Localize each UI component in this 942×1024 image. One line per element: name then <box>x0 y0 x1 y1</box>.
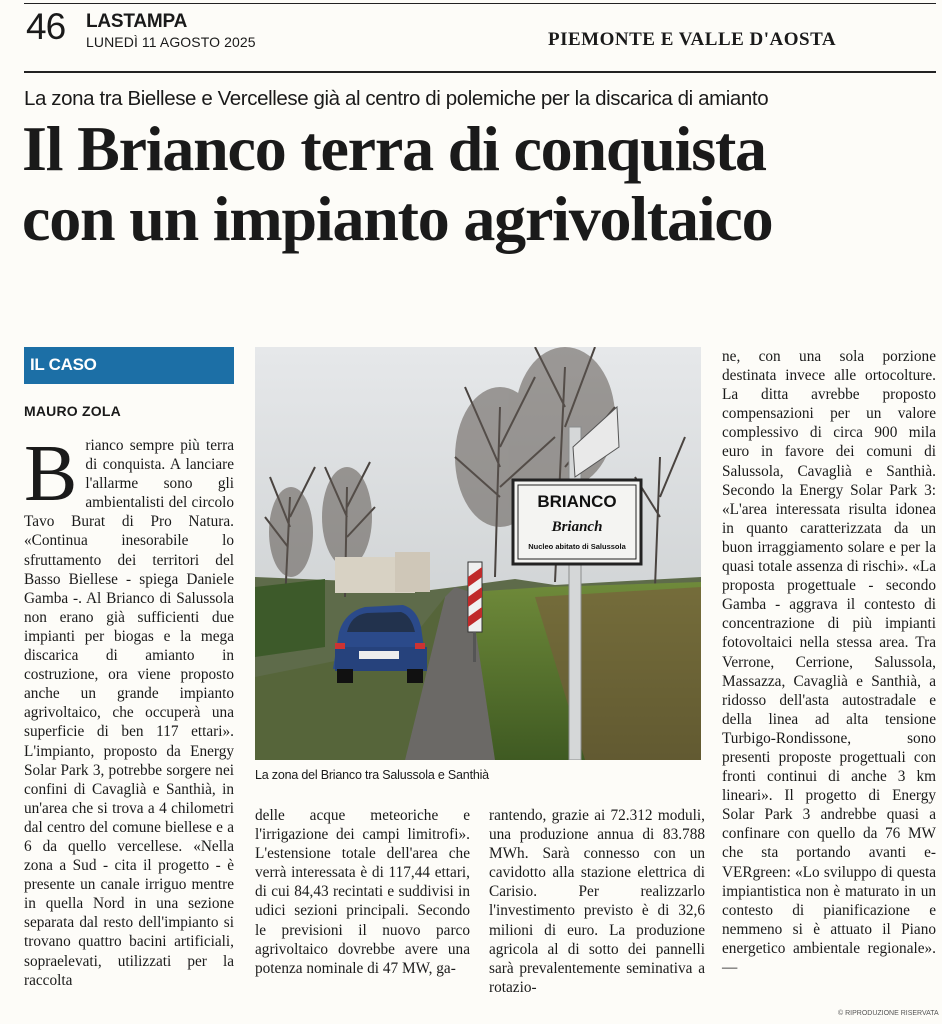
section-label-box <box>24 347 234 384</box>
article-kicker: La zona tra Biellese e Vercellese già al centro di polemiche per la discarica di amianto <box>24 87 769 110</box>
road-sign-photo <box>255 347 701 760</box>
headline-line-1: Il Brianco terra di conquista <box>22 113 766 184</box>
article-photo <box>255 347 701 760</box>
sign-town-name: BRIANCO <box>537 492 617 511</box>
header-rule <box>24 71 936 73</box>
headline-line-2: con un impianto agrivoltaico <box>22 182 773 254</box>
masthead-logo: LASTAMPA <box>86 11 188 32</box>
drop-cap: B <box>24 430 78 518</box>
byline: MAURO ZOLA <box>24 403 121 419</box>
article-headline <box>22 114 937 254</box>
top-rule <box>24 3 936 4</box>
brianco-town-sign <box>513 480 641 564</box>
issue-date: LUNEDÌ 11 AGOSTO 2025 <box>86 34 256 50</box>
body-column-4: ne, con una sola porzione destinata invece alle ortocolture. La ditta avrebbe proposto compensazioni per un valore complessivo di circa 900 mila euro in favore dei comuni di Salussola, Cavaglià e Santhià. Secondo la Energy Solar Park 3: «L'area interessata risulta idonea in quanto caratterizzata da un buon irraggiamento solare e per la quasi totale assenza di rischi». «La proposta progettuale - secondo Gamba - aggrava il contesto di concentrazione di più impianti fotovoltaici nella stessa area. Tra Verrone, Cerrione, Salussola, Massazza, Cavaglià e Santhià, a ridosso dell'asta autostradale e della linea ad alta tensione Turbigo-Rondissone, sono presenti proposte progettuali con fronti continui di anche 3 km lineari». Il progetto di Energy Solar Park 3 andrebbe quasi a confinare con quello da 76 MW che sta portando avanti e-VERgreen: «Lo sviluppo di questa impiantistica non è maturato in un contesto di pianificazione e nemmeno si è attuato il Piano energetico ambientale regionale». — <box>722 348 936 976</box>
photo-caption: La zona del Brianco tra Salussola e Santhià <box>255 768 489 782</box>
sign-dialect-name: Brianch <box>551 519 603 535</box>
body-column-2: delle acque meteoriche e l'irrigazione dei campi limitrofi». L'estensione totale dell'area che verrà interessata è di 117,44 ettari, di cui 84,43 recintati e suddivisi in udici sezioni principali. Secondo le previsioni il nuovo parco agrivoltaico dovrebbe avere una potenza nominale di 47 MW, ga- <box>255 807 470 977</box>
page-number: 46 <box>26 6 66 47</box>
sign-subtitle: Nucleo abitato di Salussola <box>528 542 626 551</box>
body-column-1 <box>24 430 234 990</box>
copyright-notice: © RIPRODUZIONE RISERVATA <box>838 1010 939 1017</box>
section-title: PIEMONTE E VALLE D'AOSTA <box>548 29 837 50</box>
body-column-3: rantendo, grazie ai 72.312 moduli, una produzione annua di 83.788 MWh. Sarà connesso con un cavidotto alla stazione elettrica di Carisio. Per realizzarlo l'investimento previsto è di 32,6 milioni di euro. La produzione agricola al di sotto dei pannelli sarà prevalentemente seminativa a rotazio- <box>489 807 705 996</box>
section-label: IL CASO <box>30 355 97 374</box>
body-text-1: rianco sempre più terra di conquista. A lanciare l'allarme sono gli ambientalisti del circolo Tavo Burat di Pro Natura. «Continua inesorabile lo sfruttamento dei territori del Basso Biellese - spiega Daniele Gamba -. Al Brianco di Salussola non erano già sufficienti due impianti per biogas e la mega discarica di amianto in costruzione, ora viene proposto anche un grande impianto agrivoltaico, che occuperà una superficie di ben 117 ettari». L'impianto, proposto da Energy Solar Park 3, potrebbe sorgere nei confini di Cavaglià e Santhià, in un'area che si trova a 4 chilometri dal centro del comune biellese e a 6 da quello vercellese. «Nella zona a Sud - cita il progetto - è presente un canale irriguo mentre in quella Nord in una sezione separata dal resto dell'impianto si trovano quattro bacini artificiali, sopraelevati, utilizzati per la raccolta <box>24 437 234 989</box>
